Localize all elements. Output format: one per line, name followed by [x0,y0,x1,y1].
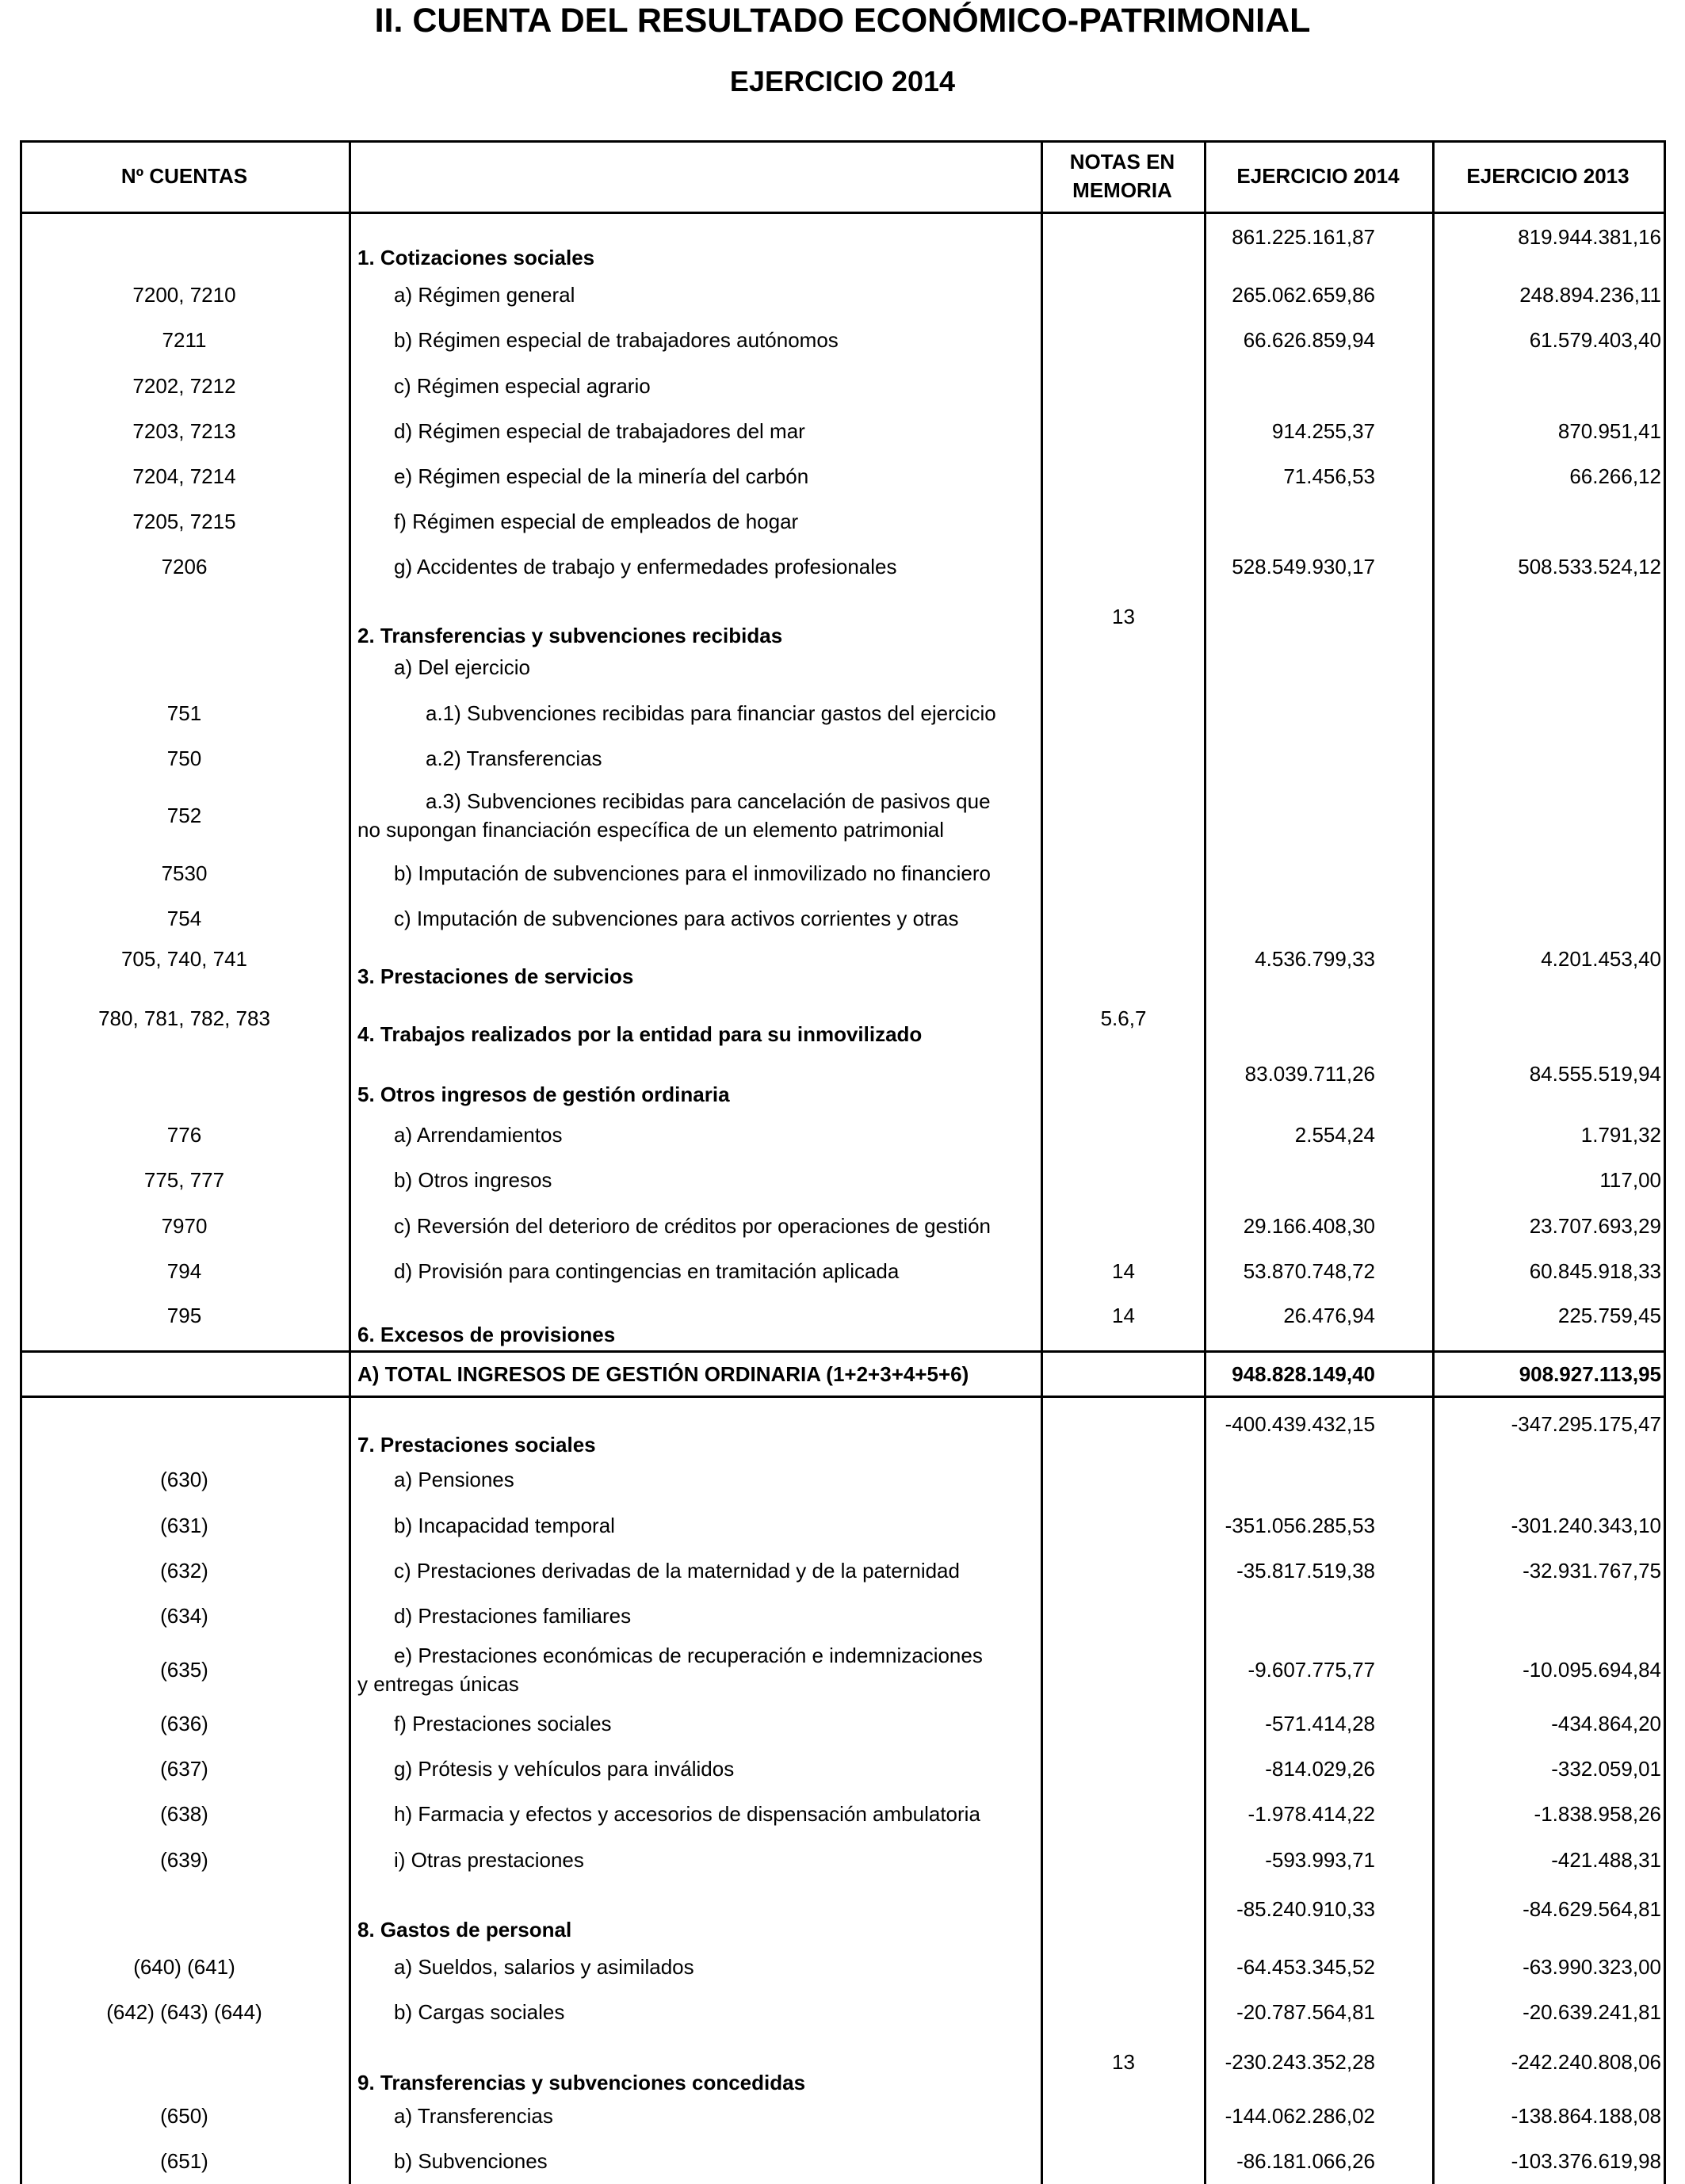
value-2014: 948.828.149,40 [1232,1362,1375,1386]
header-notas-line2: MEMORIA [1072,178,1172,202]
value-2013: -84.629.564,81 [1523,1897,1661,1921]
memoria-note: 14 [1112,1304,1135,1327]
value-2013: 908.927.113,95 [1519,1362,1661,1386]
account-numbers: 7206 [161,555,208,578]
memoria-note: 5.6,7 [1100,1006,1147,1030]
account-numbers: 7205, 7215 [132,510,236,533]
account-numbers: 705, 740, 741 [120,947,248,971]
value-2014: 26.476,94 [1283,1304,1375,1327]
value-2014: 53.870.748,72 [1243,1259,1375,1283]
account-numbers: (631) [160,1514,208,1537]
line-description: d) Prestaciones familiares [394,1604,632,1628]
value-2013: 819.944.381,16 [1518,225,1661,249]
line-description: f) Prestaciones sociales [394,1712,612,1735]
value-2014: 71.456,53 [1283,464,1375,488]
line-description: c) Prestaciones derivadas de la maternidad y de la paternidad [394,1559,960,1583]
line-description: a) Régimen general [394,283,575,307]
value-2013: 84.555.519,94 [1529,1062,1661,1086]
header-divider [20,212,1666,214]
page-subtitle: EJERCICIO 2014 [729,65,956,97]
line-description: f) Régimen especial de empleados de hogar [394,510,799,533]
value-2014: 66.626.859,94 [1243,328,1375,352]
account-numbers: 7200, 7210 [132,283,236,307]
header-cuentas: Nº CUENTAS [120,164,248,188]
section-title: 8. Gastos de personal [357,1918,572,1942]
value-2014: -64.453.345,52 [1236,1955,1375,1979]
line-description: b) Otros ingresos [394,1168,552,1192]
section-title: 9. Transferencias y subvenciones concedidas [357,2071,806,2094]
section-title: 6. Excesos de provisiones [357,1323,616,1346]
line-description: a) Del ejercicio [394,655,530,679]
line-description: b) Régimen especial de trabajadores autónomos [394,328,839,352]
table-border-right [1664,140,1666,2184]
line-description: b) Imputación de subvenciones para el inmovilizado no financiero [394,861,991,885]
line-description: g) Accidentes de trabajo y enfermedades profesionales [394,555,897,578]
line-description: h) Farmacia y efectos y accesorios de dispensación ambulatoria [394,1802,980,1826]
value-2013: -301.240.343,10 [1511,1514,1661,1537]
header-notas-line1: NOTAS EN [1069,150,1175,174]
memoria-note: 14 [1112,1259,1135,1283]
account-numbers: 7203, 7213 [132,419,236,443]
account-numbers: 775, 777 [143,1168,225,1192]
column-divider [349,140,351,2184]
section-title: 2. Transferencias y subvenciones recibidas [357,624,783,647]
account-numbers: 795 [166,1304,202,1327]
value-2014: -9.607.775,77 [1248,1658,1375,1682]
column-divider [1041,140,1043,2184]
line-description: e) Prestaciones económicas de recuperación e indemnizaciones [394,1644,983,1667]
account-numbers: 7211 [162,328,207,352]
line-description: a) Pensiones [394,1468,514,1491]
account-numbers: 794 [166,1259,202,1283]
line-description: c) Reversión del deterioro de créditos por operaciones de gestión [394,1214,991,1238]
memoria-note: 13 [1112,2050,1135,2074]
value-2014: -400.439.432,15 [1225,1412,1375,1436]
account-numbers: (637) [160,1757,208,1781]
header-notas [1041,140,1204,212]
value-2014: 83.039.711,26 [1244,1062,1375,1086]
account-numbers: (636) [160,1712,208,1735]
total-row-bottom-line [20,1396,1666,1398]
line-description: a.3) Subvenciones recibidas para cancelación de pasivos que [426,789,991,813]
account-numbers: 7202, 7212 [132,374,236,398]
table-border-left [20,140,22,2184]
value-2014: 2.554,24 [1294,1123,1375,1147]
value-2013: 225.759,45 [1557,1304,1661,1327]
value-2013: -138.864.188,08 [1511,2104,1661,2128]
page-title: II. CUENTA DEL RESULTADO ECONÓMICO-PATRIMONIAL [374,2,1311,40]
section-title: 3. Prestaciones de servicios [357,964,634,988]
value-2014: -86.181.066,26 [1236,2149,1375,2173]
section-title: 4. Trabajos realizados por la entidad para su inmovilizado [357,1022,923,1046]
line-description: a) Transferencias [394,2104,553,2128]
value-2013: -332.059,01 [1551,1757,1661,1781]
value-2013: 60.845.918,33 [1529,1259,1661,1283]
header-ejercicio-2014: EJERCICIO 2014 [1236,164,1400,188]
value-2014: -1.978.414,22 [1248,1802,1375,1826]
value-2013: 1.791,32 [1580,1123,1661,1147]
value-2013: 4.201.453,40 [1541,947,1661,971]
total-row-top-line [20,1350,1666,1353]
line-description: b) Cargas sociales [394,2000,565,2024]
account-numbers: (638) [160,1802,208,1826]
account-numbers: 776 [166,1123,202,1147]
value-2014: -85.240.910,33 [1236,1897,1375,1921]
value-2014: -593.993,71 [1265,1848,1375,1872]
section-title: 7. Prestaciones sociales [357,1433,596,1457]
line-description: d) Provisión para contingencias en tramitación aplicada [394,1259,900,1283]
account-numbers: (630) [160,1468,208,1491]
value-2013: -347.295.175,47 [1511,1412,1661,1436]
line-description-continued: y entregas únicas [357,1672,519,1696]
value-2014: 265.062.659,86 [1232,283,1375,307]
line-description: a) Sueldos, salarios y asimilados [394,1955,694,1979]
line-description: b) Subvenciones [394,2149,548,2173]
value-2014: -351.056.285,53 [1225,1514,1375,1537]
account-numbers: 7970 [161,1214,208,1238]
value-2014: 528.549.930,17 [1232,555,1375,578]
account-numbers: (640) (641) [133,1955,235,1979]
value-2013: -421.488,31 [1551,1848,1661,1872]
line-description: i) Otras prestaciones [394,1848,584,1872]
value-2014: -814.029,26 [1265,1757,1375,1781]
account-numbers: 752 [166,804,202,827]
value-2013: -1.838.958,26 [1534,1802,1661,1826]
line-description: c) Imputación de subvenciones para activos corrientes y otras [394,907,959,930]
account-numbers: (635) [160,1658,208,1682]
value-2014: 861.225.161,87 [1232,225,1375,249]
value-2013: 61.579.403,40 [1529,328,1661,352]
value-2014: 4.536.799,33 [1255,947,1375,971]
account-numbers: 754 [166,907,202,930]
account-numbers: (642) (643) (644) [106,2000,262,2024]
line-description: g) Prótesis y vehículos para inválidos [394,1757,735,1781]
account-numbers: 750 [166,746,202,770]
value-2013: -20.639.241,81 [1523,2000,1661,2024]
value-2013: 870.951,41 [1557,419,1661,443]
account-numbers: (651) [160,2149,208,2173]
value-2014: 29.166.408,30 [1243,1214,1375,1238]
memoria-note: 13 [1112,605,1135,628]
value-2014: -230.243.352,28 [1225,2050,1375,2074]
value-2013: 117,00 [1599,1168,1661,1192]
value-2013: -434.864,20 [1551,1712,1661,1735]
line-description: a.2) Transferencias [426,746,602,770]
column-divider [1204,140,1206,2184]
value-2013: 66.266,12 [1569,464,1661,488]
account-numbers: (639) [160,1848,208,1872]
account-numbers: (650) [160,2104,208,2128]
account-numbers: (632) [160,1559,208,1583]
value-2014: -20.787.564,81 [1236,2000,1375,2024]
value-2014: 914.255,37 [1271,419,1375,443]
account-numbers: (634) [160,1604,208,1628]
value-2013: -242.240.808,06 [1511,2050,1661,2074]
value-2014: -35.817.519,38 [1236,1559,1375,1583]
value-2013: -63.990.323,00 [1523,1955,1661,1979]
line-description: b) Incapacidad temporal [394,1514,615,1537]
section-title: 5. Otros ingresos de gestión ordinaria [357,1082,730,1106]
value-2013: -32.931.767,75 [1523,1559,1661,1583]
section-title: A) TOTAL INGRESOS DE GESTIÓN ORDINARIA (1+2+3+4+5+6) [357,1362,969,1386]
value-2013: -10.095.694,84 [1523,1658,1661,1682]
account-numbers: 780, 781, 782, 783 [98,1006,270,1030]
header-ejercicio-2013: EJERCICIO 2013 [1466,164,1630,188]
value-2013: 23.707.693,29 [1529,1214,1661,1238]
account-numbers: 7204, 7214 [132,464,236,488]
value-2013: 248.894.236,11 [1519,283,1661,307]
column-divider [1432,140,1435,2184]
value-2014: -144.062.286,02 [1225,2104,1375,2128]
line-description: c) Régimen especial agrario [394,374,651,398]
line-description: a.1) Subvenciones recibidas para financiar gastos del ejercicio [426,701,996,725]
section-title: 1. Cotizaciones sociales [357,246,595,269]
account-numbers: 751 [166,701,202,725]
value-2013: 508.533.524,12 [1518,555,1661,578]
account-numbers: 7530 [161,861,208,885]
value-2013: -103.376.619,98 [1511,2149,1661,2173]
line-description: d) Régimen especial de trabajadores del mar [394,419,805,443]
line-description: a) Arrendamientos [394,1123,563,1147]
line-description-continued: no supongan financiación específica de un elemento patrimonial [357,818,945,842]
results-table [20,140,1666,2184]
value-2014: -571.414,28 [1265,1712,1375,1735]
line-description: e) Régimen especial de la minería del carbón [394,464,809,488]
